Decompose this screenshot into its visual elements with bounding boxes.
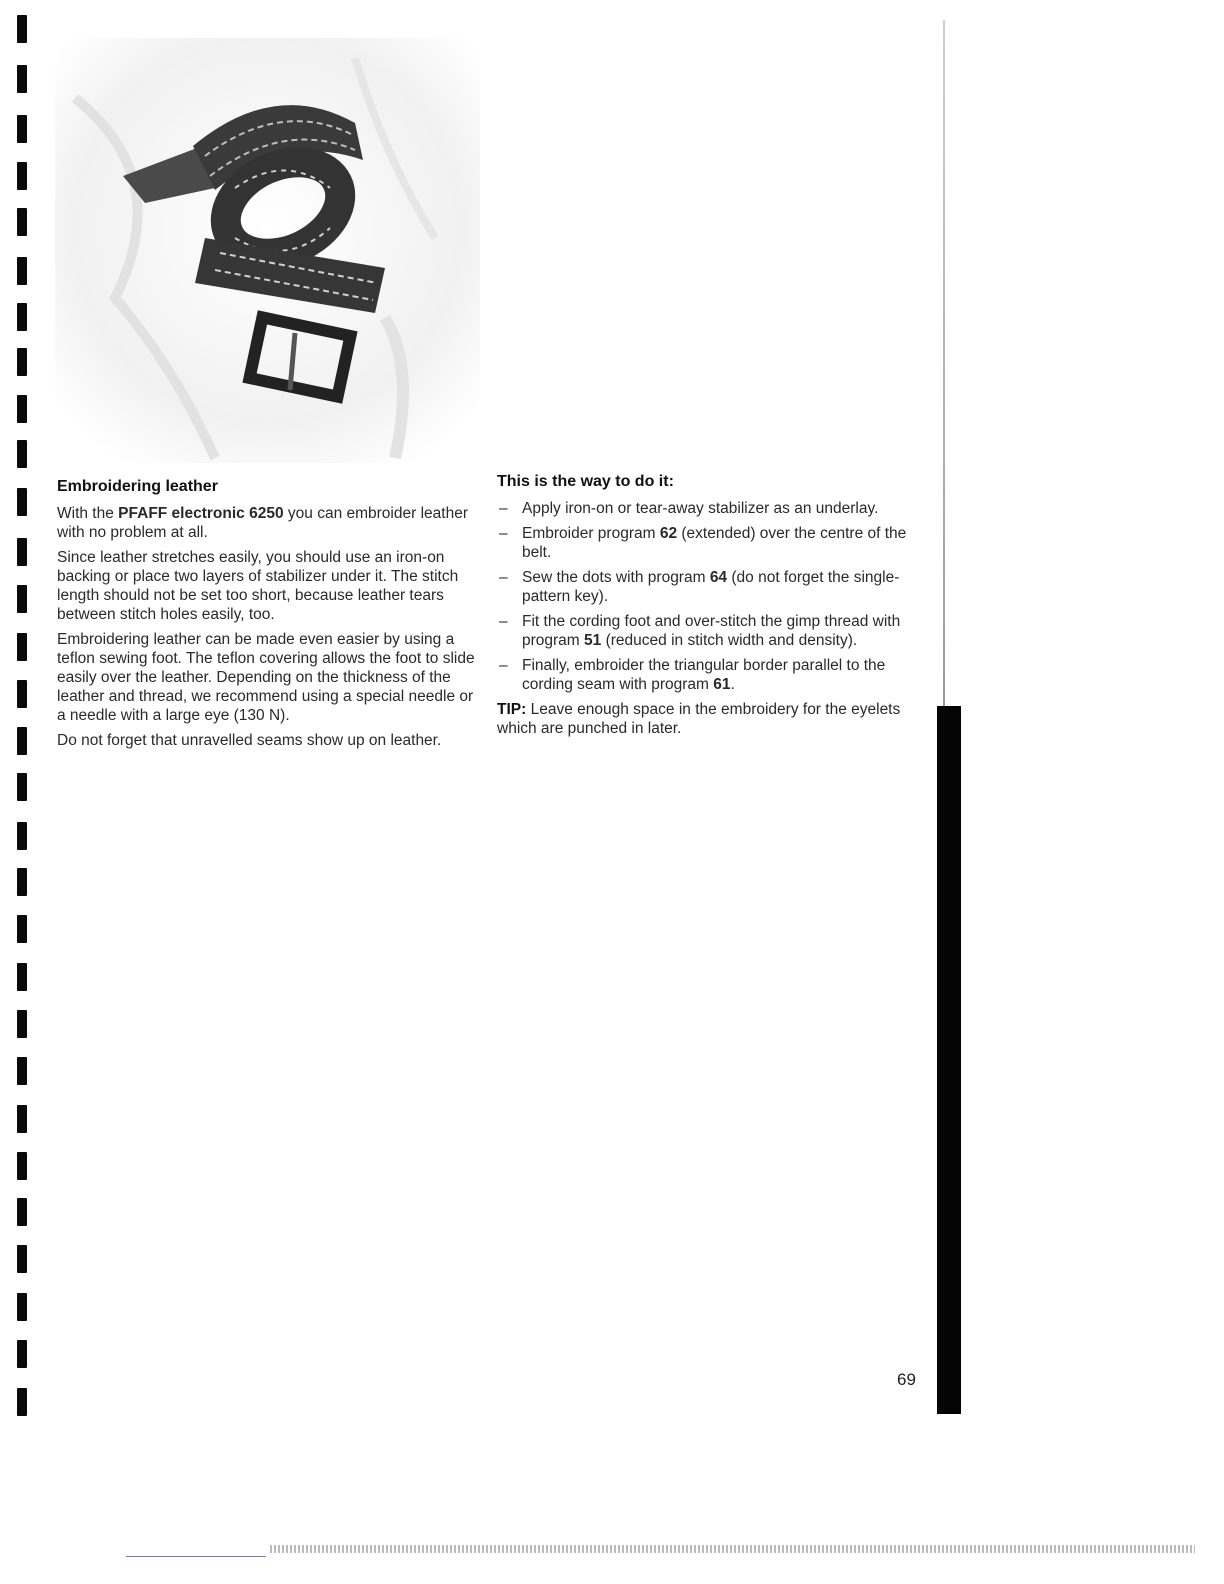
binding-hole	[17, 257, 27, 285]
tip-text: Leave enough space in the embroidery for the eyelets which are punched in later.	[497, 701, 901, 737]
binding-hole	[17, 1198, 27, 1226]
stretch-paragraph: Since leather stretches easily, you should use an iron-on backing or place two layers of stabilizer under it. The stitch length should not be set too short, because leather tears between stitch holes easily, too.	[57, 549, 459, 623]
step-item	[497, 499, 917, 518]
intro-text-pre: With the	[57, 505, 119, 522]
binding-hole	[17, 162, 27, 190]
binding-hole	[17, 727, 27, 755]
tip-paragraph	[497, 700, 917, 738]
binding-hole	[17, 440, 27, 468]
steps-heading: This is the way to do it:	[497, 473, 674, 490]
binding-hole	[17, 538, 27, 566]
page-number: 69	[897, 1370, 916, 1389]
binding-hole	[17, 680, 27, 708]
program-number: 62	[659, 525, 678, 542]
binding-hole	[17, 1293, 27, 1321]
tip-label: TIP:	[497, 701, 527, 718]
binding-hole	[17, 1057, 27, 1085]
step-text: Apply iron-on or tear-away stabilizer as an underlay.	[522, 500, 879, 517]
steps-list	[497, 499, 917, 694]
step-item	[497, 524, 917, 562]
scan-bottom-edge	[270, 1545, 1195, 1553]
intro-paragraph	[57, 504, 482, 542]
binding-hole	[17, 65, 27, 93]
binding-hole	[17, 585, 27, 613]
binding-hole	[17, 915, 27, 943]
step-text-post: (reduced in stitch width and density).	[601, 632, 858, 649]
step-text: Sew the dots with program	[522, 569, 710, 586]
binding-hole	[17, 348, 27, 376]
binding-hole	[17, 395, 27, 423]
binding-hole	[17, 488, 27, 516]
step-text-post: (do not forget the single-pattern key).	[522, 569, 900, 605]
step-text-post: (extended) over the centre of the belt.	[522, 525, 907, 561]
step-text: Embroider program	[522, 525, 660, 542]
dash-bullet: –	[499, 657, 508, 674]
step-item	[497, 656, 917, 694]
binding-hole	[17, 1340, 27, 1368]
binding-hole	[17, 115, 27, 143]
step-item	[497, 612, 917, 650]
section-heading: Embroidering leather	[57, 478, 218, 495]
binding-hole	[17, 1152, 27, 1180]
binding-hole	[17, 773, 27, 801]
page-edge-line	[943, 20, 945, 710]
model-number: 6250	[249, 505, 284, 522]
dash-bullet: –	[499, 613, 508, 630]
right-column	[497, 473, 917, 744]
teflon-paragraph: Embroidering leather can be made even easier by using a teflon sewing foot. The teflon covering allows the foot to slide easily over the leather. Depending on the thickness of the leather and thread, we recommend using a special needle or a needle with a large eye (130 N).	[57, 631, 475, 724]
binding-hole	[17, 633, 27, 661]
program-number: 64	[709, 569, 728, 586]
dash-bullet: –	[499, 569, 508, 586]
program-number: 51	[584, 632, 602, 649]
brand-name: PFAFF electronic	[118, 505, 245, 522]
program-number: 61	[713, 676, 731, 693]
left-column	[57, 478, 482, 756]
dash-bullet: –	[499, 500, 508, 517]
step-text: Fit the cording foot and over-stitch the gimp thread with program	[522, 613, 901, 649]
seams-paragraph: Do not forget that unravelled seams show up on leather.	[57, 732, 442, 749]
step-item	[497, 568, 917, 606]
binding-hole	[17, 15, 27, 43]
step-text: Finally, embroider the triangular border parallel to the cording seam with program	[522, 657, 886, 693]
leather-belt-photo	[55, 38, 480, 463]
blue-underline	[126, 1556, 266, 1557]
binding-hole	[17, 822, 27, 850]
binding-hole	[17, 1388, 27, 1416]
binding-hole	[17, 208, 27, 236]
binding-hole	[17, 303, 27, 331]
binding-hole	[17, 1245, 27, 1273]
dash-bullet: –	[499, 525, 508, 542]
intro-text-post: you can embroider leather with no problem at all.	[57, 505, 468, 541]
binding-hole	[17, 1010, 27, 1038]
binding-hole	[17, 868, 27, 896]
binding-hole	[17, 963, 27, 991]
binding-hole	[17, 1105, 27, 1133]
thumb-index-tab	[937, 706, 961, 1414]
step-text-post: .	[730, 676, 735, 693]
